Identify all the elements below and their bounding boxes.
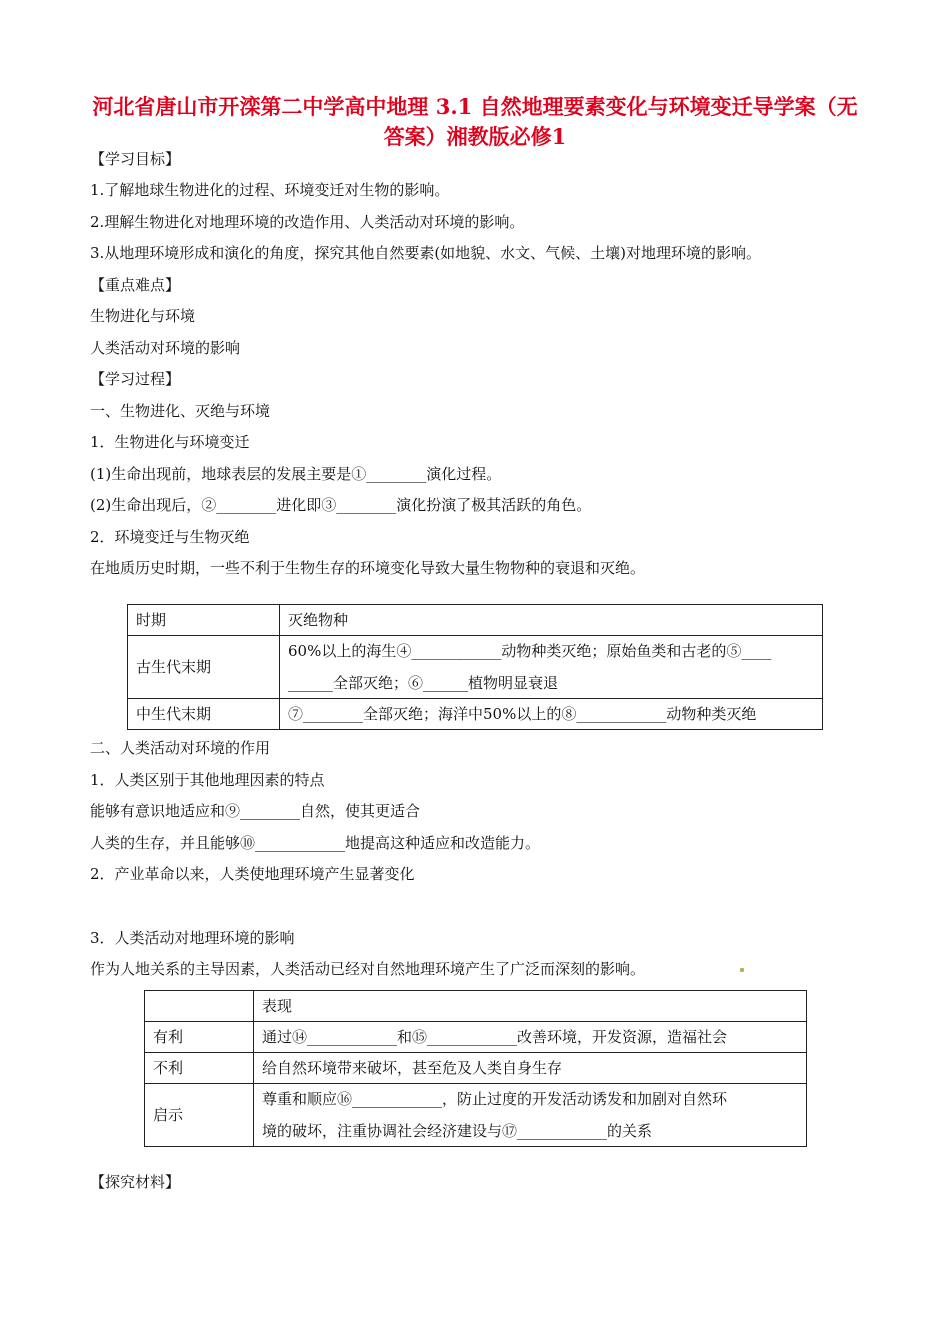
section-2-heading: 二、人类活动对环境的作用 [90,739,271,757]
subsection-1-2: 2．环境变迁与生物灭绝 [90,528,250,546]
table-row [145,1084,807,1147]
goal-3: 3.从地理环境形成和演化的角度，探究其他自然要素(如地貌、水文、气候、土壤)对地理环境的影响。 [90,244,762,262]
table-cell: 启示 [145,1084,254,1147]
heading-key-points: 【重点难点】 [90,276,181,294]
cell-line: ______全部灭绝；⑥______植物明显衰退 [288,674,559,692]
subsection-2-3: 3．人类活动对地理环境的影响 [90,929,295,947]
key-point-2: 人类活动对环境的影响 [90,339,241,357]
item-1-1-1: (1)生命出现前，地球表层的发展主要是①________演化过程。 [90,465,502,483]
table-header-cell: 时期 [128,605,280,636]
cell-line: 境的破坏，注重协调社会经济建设与⑰____________的关系 [262,1122,653,1140]
paragraph-human-impact: 作为人地关系的主导因素，人类活动已经对自然地理环境产生了广泛而深刻的影响。 [90,960,646,978]
table-row [128,699,823,730]
table-row [145,1053,807,1084]
goal-2: 2.理解生物进化对地理环境的改造作用、人类活动对环境的影响。 [90,213,525,231]
item-1-1-2: (2)生命出现后，②________进化即③________演化扮演了极其活跃的角色。 [90,496,592,514]
heading-explore-material: 【探究材料】 [90,1173,181,1191]
table-cell: 有利 [145,1022,254,1053]
cell-line: 尊重和顺应⑯____________，防止过度的开发活动诱发和加剧对自然环 [262,1090,728,1108]
table-cell: 通过⑭____________和⑮____________改善环境，开发资源，造福社会 [254,1022,807,1053]
paragraph-extinction: 在地质历史时期，一些不利于生物生存的环境变化导致大量生物物种的衰退和灭绝。 [90,559,646,577]
human-impact-table [144,990,807,1147]
heading-learning-goals: 【学习目标】 [90,150,181,168]
table-header-cell: 灭绝物种 [280,605,823,636]
table-header-cell: 表现 [254,991,807,1022]
subsection-2-2: 2．产业革命以来，人类使地理环境产生显著变化 [90,865,415,883]
document-title: 河北省唐山市开滦第二中学高中地理 3.1 自然地理要素变化与环境变迁导学案（无答案）湘教版必修1 [92,94,858,149]
stray-mark [740,968,744,972]
table-cell: ⑦________全部灭绝；海洋中50%以上的⑧____________动物种类灭绝 [280,699,823,730]
table-cell: 给自然环境带来破坏，甚至危及人类自身生存 [254,1053,807,1084]
extinction-table [127,604,823,730]
section-1-heading: 一、生物进化、灭绝与环境 [90,402,271,420]
table-cell: 中生代末期 [128,699,280,730]
table-cell [280,636,823,699]
heading-learning-process: 【学习过程】 [90,370,181,388]
key-point-1: 生物进化与环境 [90,307,196,325]
table-cell [254,1084,807,1147]
subsection-1-1: 1．生物进化与环境变迁 [90,433,250,451]
item-2-1-b: 人类的生存，并且能够⑩____________地提高这种适应和改造能力。 [90,834,541,852]
cell-line: 60%以上的海生④____________动物种类灭绝；原始鱼类和古老的⑤____ [288,642,772,660]
table-header-cell [145,991,254,1022]
item-2-1-a: 能够有意识地适应和⑨________自然，使其更适合 [90,802,421,820]
table-cell: 不利 [145,1053,254,1084]
table-row [145,1022,807,1053]
goal-1: 1.了解地球生物进化的过程、环境变迁对生物的影响。 [90,181,450,199]
table-row [128,636,823,699]
subsection-2-1: 1．人类区别于其他地理因素的特点 [90,771,325,789]
table-cell: 古生代末期 [128,636,280,699]
